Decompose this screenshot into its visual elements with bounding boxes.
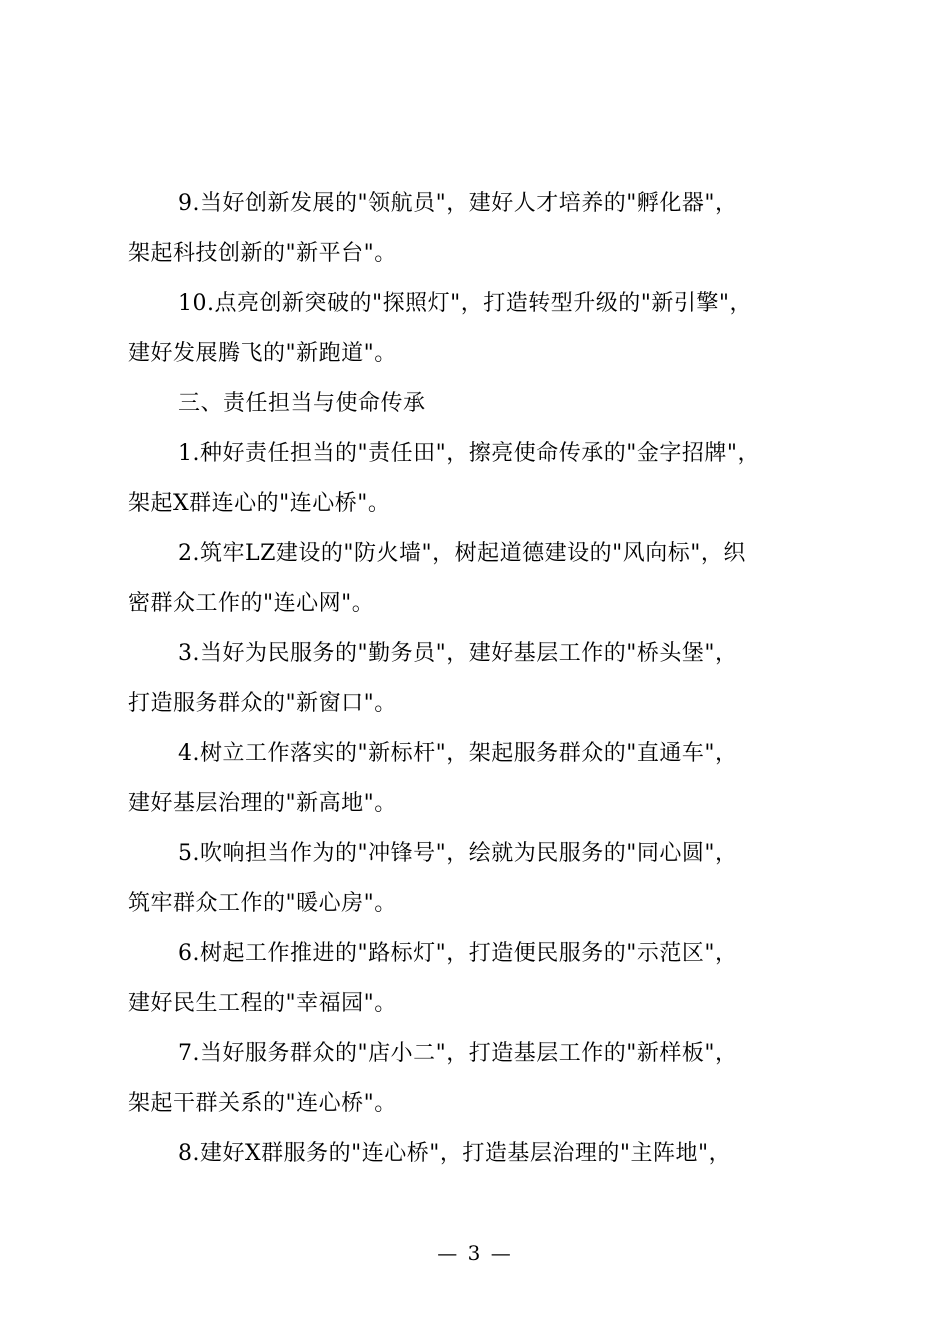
item-6-line-1: 6.树起工作推进的"路标灯"，打造便民服务的"示范区"，	[178, 941, 738, 966]
paragraph-10-line-1: 10.点亮创新突破的"探照灯"，打造转型升级的"新引擎"，	[178, 291, 752, 316]
paragraph-9-line-2: 架起科技创新的"新平台"。	[128, 241, 397, 266]
item-5-line-2: 筑牢群众工作的"暖心房"。	[128, 891, 397, 916]
item-4-line-2: 建好基层治理的"新高地"。	[128, 791, 397, 816]
item-1-line-2: 架起X群连心的"连心桥"。	[128, 491, 391, 516]
item-2-line-2: 密群众工作的"连心网"。	[128, 591, 375, 616]
paragraph-10-line-2: 建好发展腾飞的"新跑道"。	[128, 341, 397, 366]
section-heading: 三、责任担当与使命传承	[178, 391, 426, 416]
item-5-line-1: 5.吹响担当作为的"冲锋号"，绘就为民服务的"同心圆"，	[178, 841, 738, 866]
item-3-line-2: 打造服务群众的"新窗口"。	[128, 691, 397, 716]
page-number: — 3 —	[437, 1241, 513, 1265]
item-7-line-2: 架起干群关系的"连心桥"。	[128, 1091, 397, 1116]
item-6-line-2: 建好民生工程的"幸福园"。	[128, 991, 397, 1016]
paragraph-9-line-1: 9.当好创新发展的"领航员"，建好人才培养的"孵化器"，	[178, 191, 738, 216]
item-4-line-1: 4.树立工作落实的"新标杆"，架起服务群众的"直通车"，	[178, 741, 738, 766]
item-8-line-1: 8.建好X群服务的"连心桥"，打造基层治理的"主阵地"，	[178, 1141, 732, 1166]
item-3-line-1: 3.当好为民服务的"勤务员"，建好基层工作的"桥头堡"，	[178, 641, 738, 666]
item-1-line-1: 1.种好责任担当的"责任田"，擦亮使命传承的"金字招牌"，	[178, 441, 760, 466]
item-2-line-1: 2.筑牢LZ建设的"防火墙"，树起道德建设的"风向标"，织	[178, 541, 746, 566]
item-7-line-1: 7.当好服务群众的"店小二"，打造基层工作的"新样板"，	[178, 1041, 738, 1066]
